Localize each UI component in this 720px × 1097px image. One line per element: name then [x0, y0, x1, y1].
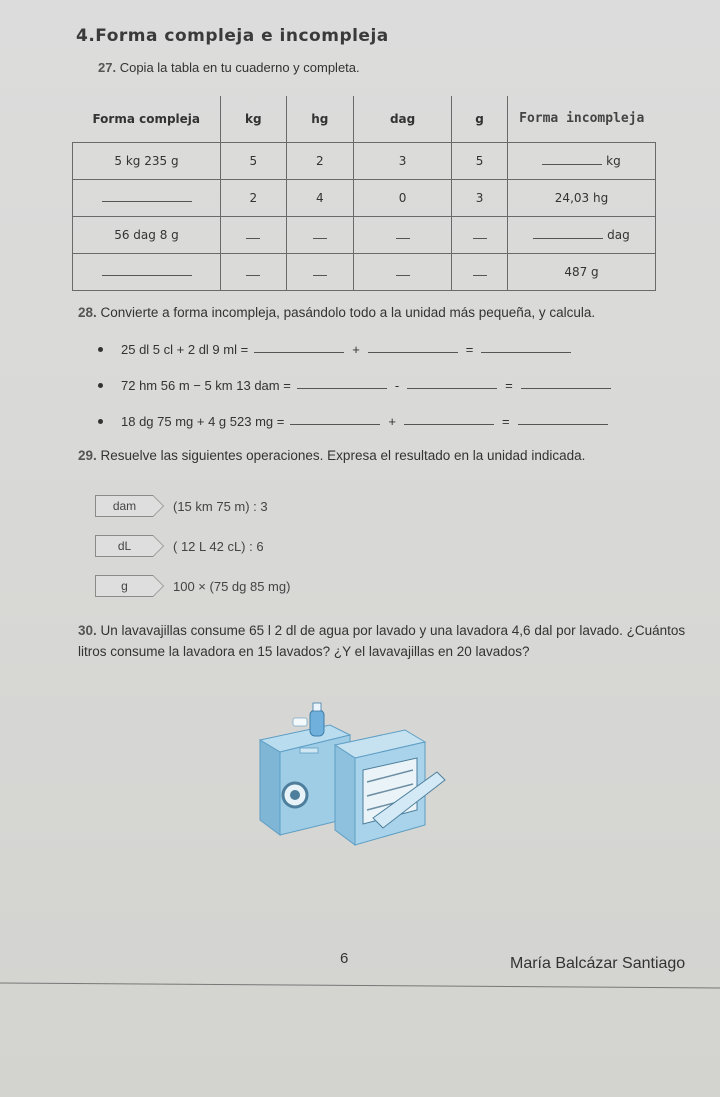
header-dag: dag — [354, 96, 452, 142]
table-cell: 3 — [452, 179, 508, 216]
table-cell-answer[interactable] — [452, 253, 508, 290]
page-title: 4.Forma compleja e incompleja — [76, 26, 389, 46]
answer-blank[interactable] — [290, 424, 380, 425]
table-cell: 2 — [286, 142, 354, 179]
exercise-number: 27. — [98, 60, 117, 75]
table-cell-answer[interactable] — [286, 253, 354, 290]
header-forma-incompleja: Forma incompleja — [508, 96, 656, 142]
table-cell-answer[interactable] — [221, 253, 287, 290]
answer-blank[interactable] — [254, 352, 344, 353]
table-cell-answer[interactable] — [508, 216, 656, 253]
exercise-number: 28. — [78, 305, 97, 320]
operation-item — [95, 575, 290, 597]
table-cell: 56 dag 8 g — [73, 216, 221, 253]
exercise-text: Resuelve las siguientes operaciones. Expresa el resultado en la unidad indicada. — [100, 448, 586, 463]
unit-tag — [95, 535, 153, 557]
exercise-28-instruction — [78, 305, 595, 320]
operation-item — [95, 495, 268, 517]
header-hg: hg — [286, 96, 354, 142]
answer-blank[interactable] — [368, 352, 458, 353]
header-g: g — [452, 96, 508, 142]
header-forma-compleja: Forma compleja — [73, 96, 221, 142]
operator: + — [388, 414, 396, 429]
table-cell: 3 — [354, 142, 452, 179]
unit-tag — [95, 495, 153, 517]
operation-expression: (15 km 75 m) : 3 — [173, 498, 268, 514]
answer-blank[interactable] — [481, 352, 571, 353]
table-cell: 5 — [452, 142, 508, 179]
exercise-29-instruction — [78, 448, 585, 463]
footer-divider — [0, 982, 720, 988]
table-header-row — [73, 96, 656, 142]
unit-tag — [95, 575, 153, 597]
bullet-icon — [98, 419, 103, 424]
table-cell: 5 kg 235 g — [73, 142, 221, 179]
conversion-item — [98, 414, 614, 429]
expression: 25 dl 5 cl + 2 dl 9 ml = — [121, 342, 249, 357]
table-row — [73, 253, 656, 290]
operator: + — [352, 342, 360, 357]
operation-item — [95, 535, 264, 557]
exercise-text: Un lavavajillas consume 65 l 2 dl de agua por lavado y una lavadora 4,6 dal por lavado. ¿Cuántos litros consume la lavadora en 15 lavados? ¿Y el lavavajillas en 20 lavados? — [78, 623, 686, 659]
answer-blank[interactable] — [404, 424, 494, 425]
table-row — [73, 179, 656, 216]
table-cell-answer[interactable] — [221, 216, 287, 253]
exercise-text: Convierte a forma incompleja, pasándolo todo a la unidad más pequeña, y calcula. — [100, 305, 596, 320]
operation-expression: 100 × (75 dg 85 mg) — [173, 578, 291, 594]
equals-sign: = — [501, 414, 510, 429]
exercise-27-instruction — [98, 60, 360, 75]
answer-blank[interactable] — [297, 388, 387, 389]
exercise-number: 30. — [78, 623, 97, 638]
table-cell: 5 — [221, 142, 287, 179]
bullet-icon — [98, 383, 103, 388]
expression: 18 dg 75 mg + 4 g 523 mg = — [121, 414, 285, 429]
unit-label: g — [121, 579, 128, 593]
header-kg: kg — [221, 96, 287, 142]
washing-machine-dishwasher-illustration — [255, 700, 455, 860]
table-cell: 4 — [286, 179, 354, 216]
unit-label: kg — [606, 153, 621, 168]
equals-sign: = — [465, 342, 474, 357]
expression: 72 hm 56 m − 5 km 13 dam = — [121, 378, 291, 393]
table-cell-answer[interactable] — [73, 253, 221, 290]
table-cell-answer[interactable] — [508, 142, 656, 179]
table-row — [73, 142, 656, 179]
answer-blank[interactable] — [518, 424, 608, 425]
page-number: 6 — [340, 950, 349, 967]
table-cell: 24,03 hg — [508, 179, 656, 216]
operator: - — [394, 378, 400, 393]
conversion-table — [72, 96, 656, 291]
table-cell: 0 — [354, 179, 452, 216]
bullet-icon — [98, 347, 103, 352]
exercise-text: Copia la tabla en tu cuaderno y completa. — [119, 60, 360, 75]
answer-blank[interactable] — [407, 388, 497, 389]
table-cell-answer[interactable] — [73, 179, 221, 216]
table-cell-answer[interactable] — [354, 216, 452, 253]
table-cell-answer[interactable] — [354, 253, 452, 290]
answer-blank[interactable] — [521, 388, 611, 389]
exercise-30-problem — [78, 620, 688, 662]
unit-label: dam — [112, 499, 137, 513]
conversion-item — [98, 342, 577, 357]
operation-expression: ( 12 L 42 cL) : 6 — [173, 538, 264, 554]
equals-sign: = — [505, 378, 513, 393]
table-cell-answer[interactable] — [452, 216, 508, 253]
table-cell: 2 — [221, 179, 287, 216]
table-row — [73, 216, 656, 253]
author-name: María Balcázar Santiago — [510, 955, 686, 972]
unit-label: dag — [607, 227, 630, 242]
exercise-number: 29. — [78, 448, 97, 463]
table-cell: 487 g — [508, 253, 656, 290]
conversion-item — [98, 378, 617, 393]
unit-label: dL — [117, 539, 132, 553]
table-cell-answer[interactable] — [286, 216, 354, 253]
